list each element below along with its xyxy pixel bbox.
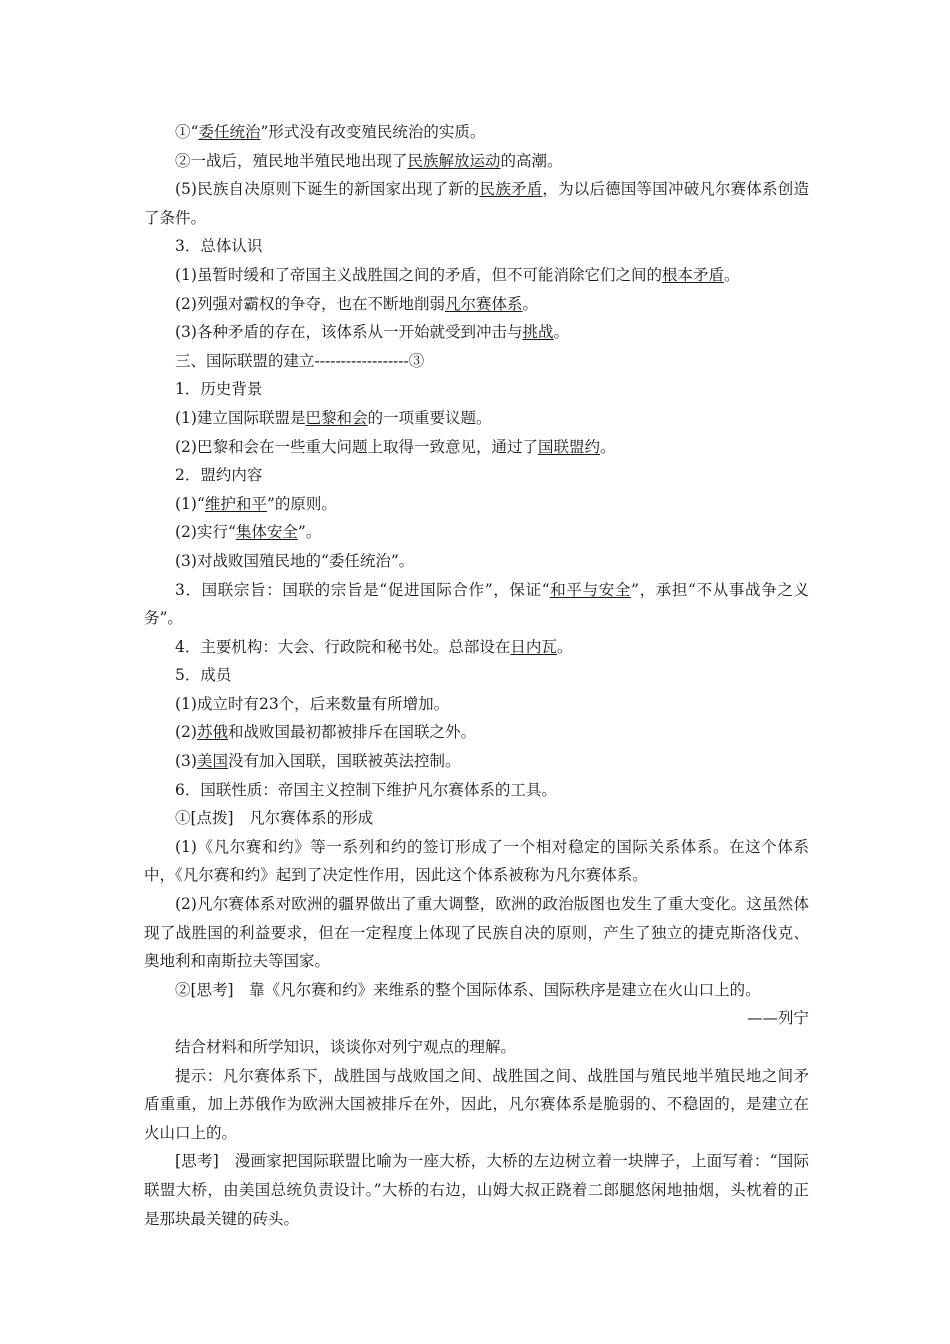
underlined-term: 根本矛盾 — [661, 265, 724, 284]
text-run: 。 — [553, 323, 569, 342]
text-run: (1)虽暂时缓和了帝国主义战胜国之间的矛盾，但不可能消除它们之间的 — [175, 265, 662, 284]
text-run: 2．盟约内容 — [175, 466, 263, 485]
paragraph-l12 — [144, 461, 809, 490]
text-run: (1)《凡尔赛和约》等一系列和约的签订形成了一个相对稳定的国际关系体系。在这个体系中，《凡尔赛和约》起到了决定性作用，因此这个体系被称为凡尔赛体系。 — [144, 837, 809, 885]
text-run: 3．总体认识 — [175, 237, 263, 256]
text-run: (2)巴黎和会在一些重大问题上取得一致意见，通过了 — [175, 437, 538, 456]
paragraph-l19 — [144, 690, 809, 719]
text-run: 5．成员 — [175, 666, 232, 685]
underlined-term: 国联盟约 — [537, 437, 600, 456]
text-run: 6．国联性质：帝国主义控制下维护凡尔赛体系的工具。 — [175, 780, 557, 799]
text-run: ——列宁 — [746, 1009, 809, 1028]
text-run: 。 — [599, 437, 616, 456]
underlined-term: 委任统治 — [198, 123, 261, 141]
paragraph-l9 — [144, 375, 809, 404]
paragraph-l3 — [144, 175, 809, 232]
paragraph-l6 — [144, 290, 809, 319]
paragraph-l22 — [144, 776, 809, 805]
paragraph-l8 — [144, 347, 809, 376]
text-run: ①“ — [175, 123, 199, 141]
paragraph-l24 — [144, 833, 809, 890]
paragraph-l25 — [144, 890, 809, 976]
paragraph-l5 — [144, 261, 809, 290]
document-body — [144, 118, 809, 1233]
paragraph-l10 — [144, 404, 809, 433]
paragraph-l29 — [144, 1062, 809, 1148]
paragraph-l7 — [144, 318, 809, 347]
text-run: (3)对战败国殖民地的“委任统治”。 — [175, 551, 415, 570]
underlined-term: 和平与安全 — [549, 580, 632, 599]
underlined-term: 集体安全 — [235, 523, 298, 542]
text-run: 的高潮。 — [500, 151, 563, 170]
text-run: 。 — [723, 265, 740, 284]
text-run: ②一战后，殖民地半殖民地出现了 — [175, 151, 408, 170]
text-run: 提示：凡尔赛体系下，战胜国与战败国之间、战胜国之间、战胜国与殖民地半殖民地之间矛盾重重，加上苏俄作为欧洲大国被排斥在外，因此，凡尔赛体系是脆弱的、不稳固的，是建立在火山口上的。 — [144, 1066, 809, 1142]
text-run: ②[思考] 靠《凡尔赛和约》来维系的整个国际体系、国际秩序是建立在火山口上的。 — [175, 980, 761, 999]
text-run: (3) — [175, 752, 197, 771]
paragraph-l14 — [144, 518, 809, 547]
text-run: 没有加入国联，国联被英法控制。 — [227, 752, 461, 771]
underlined-term: 维护和平 — [204, 494, 267, 513]
text-run: 三、国际联盟的建立------------------③ — [175, 351, 425, 370]
text-run: [思考] 漫画家把国际联盟比喻为一座大桥，大桥的左边树立着一块牌子，上面写着：“国际联盟大桥，由美国总统负责设计。”大桥的右边，山姆大叔正跷着二郎腿悠闲地抽烟，头枕着的正是那块最关键的砖头。 — [144, 1152, 809, 1228]
text-run: (1)成立时有23个，后来数量有所增加。 — [175, 694, 450, 713]
text-run: ”形式没有改变殖民统治的实质。 — [260, 123, 486, 141]
paragraph-l23 — [144, 804, 809, 833]
text-run: 1．历史背景 — [175, 380, 263, 399]
text-run: 4．主要机构：大会、行政院和秘书处。总部设在 — [175, 637, 511, 656]
text-run: 。 — [556, 637, 573, 656]
underlined-term: 巴黎和会 — [305, 408, 368, 427]
text-run: (1)建立国际联盟是 — [175, 408, 306, 427]
text-run: 的一项重要议题。 — [367, 408, 492, 427]
text-run: (2)凡尔赛体系对欧洲的疆界做出了重大调整，欧洲的政治版图也发生了重大变化。这虽然体现了战胜国的利益要求，但在一定程度上体现了民族自决的原则，产生了独立的捷克斯洛伐克、奥地利和南斯拉夫等国家。 — [144, 895, 809, 971]
text-run: (5)民族自决原则下诞生的新国家出现了新的 — [175, 180, 480, 199]
paragraph-l13 — [144, 490, 809, 519]
underlined-term: 民族解放运动 — [407, 151, 501, 170]
text-run: ，为以后德国等国冲破凡尔赛体系创造了条件。 — [144, 180, 809, 227]
underlined-term: 挑战 — [522, 323, 554, 342]
paragraph-l15 — [144, 547, 809, 576]
text-run: ①[点拨] 凡尔赛体系的形成 — [175, 809, 374, 828]
text-run: (1)“ — [175, 494, 205, 513]
text-run: (2)列强对霸权的争夺，也在不断地削弱 — [175, 294, 445, 313]
text-run: ”。 — [297, 523, 322, 542]
paragraph-l2 — [144, 147, 809, 176]
text-run: 结合材料和所学知识，谈谈你对列宁观点的理解。 — [175, 1038, 517, 1056]
paragraph-l20 — [144, 718, 809, 747]
paragraph-l30 — [144, 1147, 809, 1233]
underlined-term: 美国 — [196, 752, 228, 771]
paragraph-l11 — [144, 433, 809, 462]
text-run: 和战败国最初都被排斥在国联之外。 — [227, 723, 476, 742]
underlined-term: 凡尔赛体系 — [444, 294, 523, 313]
paragraph-l4 — [144, 232, 809, 261]
text-run: ”，承担“不从事战争之义务”。 — [144, 580, 809, 628]
text-run: (2) — [175, 723, 197, 742]
text-run: 3．国联宗旨：国联的宗旨是“促进国际合作”，保证“ — [175, 580, 550, 599]
text-run: ”的原则。 — [266, 494, 337, 513]
paragraph-l1 — [144, 118, 809, 147]
text-run: (3)各种矛盾的存在，该体系从一开始就受到冲击与 — [175, 323, 523, 342]
paragraph-l26 — [144, 976, 809, 1005]
text-run: 。 — [522, 294, 538, 313]
text-run: (2)实行“ — [175, 523, 236, 542]
paragraph-l28 — [144, 1033, 809, 1062]
paragraph-l17 — [144, 633, 809, 662]
paragraph-l21 — [144, 747, 809, 776]
paragraph-l18 — [144, 661, 809, 690]
underlined-term: 苏俄 — [196, 723, 228, 742]
paragraph-l27 — [144, 1004, 809, 1033]
underlined-term: 日内瓦 — [510, 637, 557, 656]
underlined-term: 民族矛盾 — [479, 180, 543, 199]
paragraph-l16 — [144, 576, 809, 633]
